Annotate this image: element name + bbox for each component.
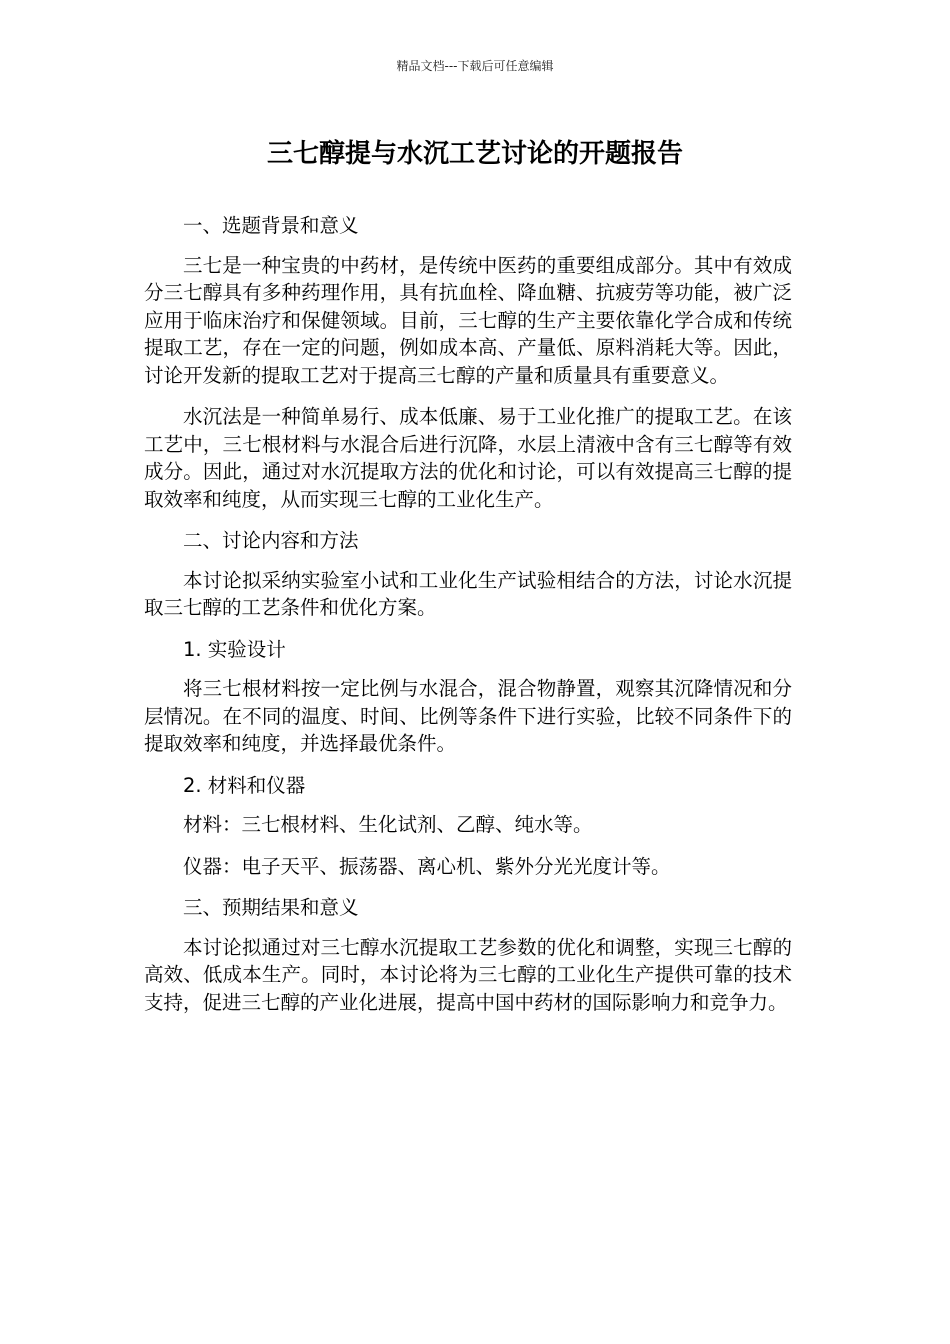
paragraph-materials: 材料：三七根材料、生化试剂、乙醇、纯水等。	[183, 813, 593, 836]
header-note: 精品文档---下载后可任意编辑	[396, 59, 554, 73]
subheading-experiment-design: 1. 实验设计	[183, 637, 286, 661]
paragraph-background-2: 水沉法是一种简单易行、成本低廉、易于工业化推广的提取工艺。在该工艺中，三七根材料与水混合后进行沉降，水层上清液中含有三七醇等有效成分。因此，通过对水沉提取方法的优化和讨论，可以有效提高三七醇的提取效率和纯度，从而实现三七醇的工业化生产。	[144, 405, 792, 511]
subheading-materials-instruments: 2. 材料和仪器	[183, 773, 306, 797]
paragraph-methods-intro: 本讨论拟采纳实验室小试和工业化生产试验相结合的方法，讨论水沉提取三七醇的工艺条件和优化方案。	[144, 568, 792, 619]
document-body	[144, 212, 792, 1030]
section-heading-methods: 二、讨论内容和方法	[183, 529, 359, 552]
section-heading-expected-results: 三、预期结果和意义	[183, 896, 359, 919]
paragraph-expected-results: 本讨论拟通过对三七醇水沉提取工艺参数的优化和调整，实现三七醇的高效、低成本生产。同时，本讨论将为三七醇的工业化生产提供可靠的技术支持，促进三七醇的产业化进展，提高中国中药材的国际影响力和竞争力。	[144, 935, 792, 1014]
paragraph-instruments: 仪器：电子天平、振荡器、离心机、紫外分光光度计等。	[183, 854, 671, 878]
document-title: 三七醇提与水沉工艺讨论的开题报告	[266, 139, 683, 169]
paragraph-experiment-design: 将三七根材料按一定比例与水混合，混合物静置，观察其沉降情况和分层情况。在不同的温度、时间、比例等条件下进行实验，比较不同条件下的提取效率和纯度，并选择最优条件。	[144, 677, 792, 755]
section-heading-background: 一、选题背景和意义	[183, 214, 359, 237]
paragraph-background-1: 三七是一种宝贵的中药材，是传统中医药的重要组成部分。其中有效成分三七醇具有多种药理作用，具有抗血栓、降血糖、抗疲劳等功能，被广泛应用于临床治疗和保健领域。目前，三七醇的生产主要依靠化学合成和传统提取工艺，存在一定的问题，例如成本高、产量低、原料消耗大等。因此，讨论开发新的提取工艺对于提高三七醇的产量和质量具有重要意义。	[144, 253, 792, 387]
